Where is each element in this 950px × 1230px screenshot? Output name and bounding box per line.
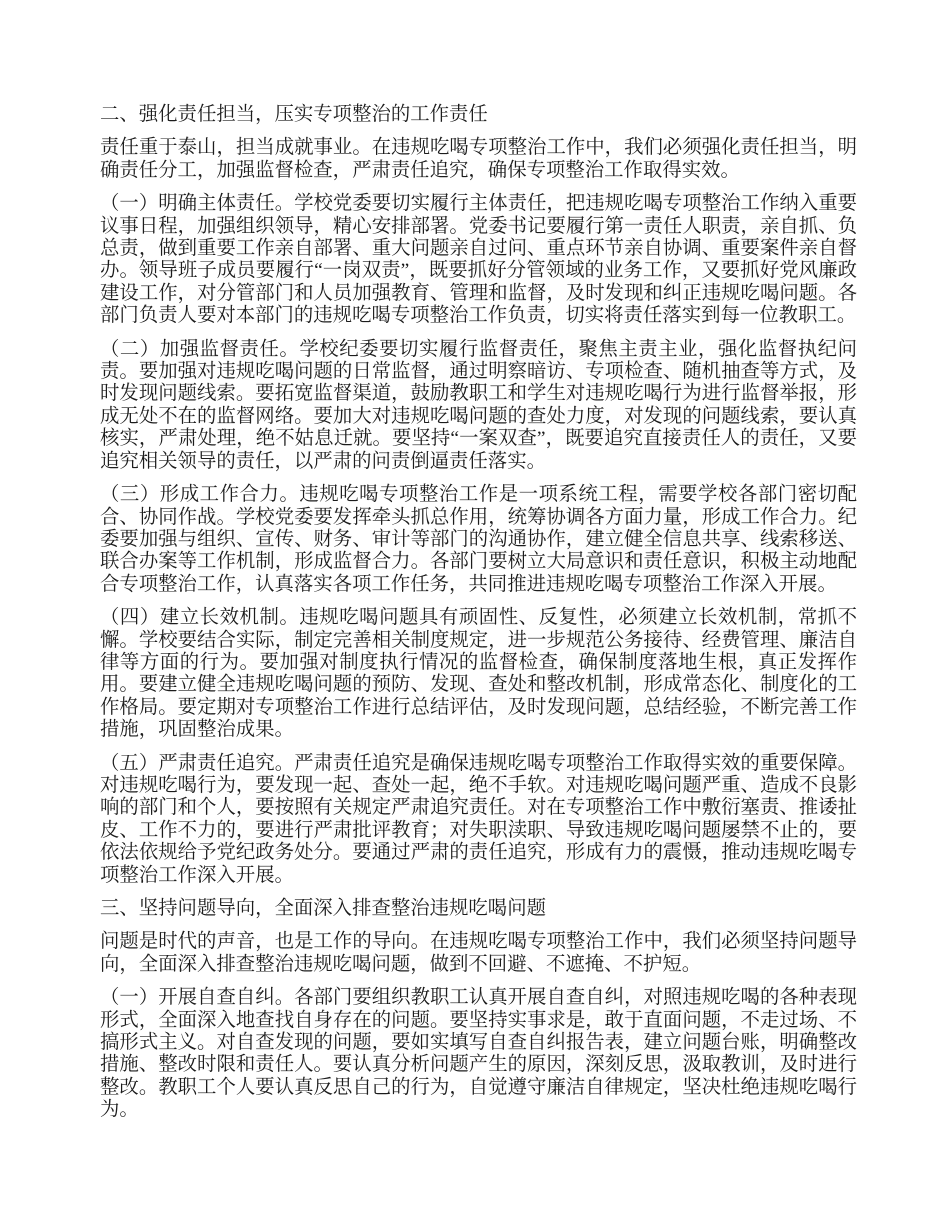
section-heading-3: 三、坚持问题导向，全面深入排查整治违规吃喝问题 bbox=[100, 898, 546, 919]
paragraph-self-inspection: （一）开展自查自纠。各部门要组织教职工认真开展自查自纠，对照违规吃喝的各种表现形式，全面深入地查找自身存在的问题。要坚持实事求是，敢于直面问题，不走过场、不搞形式主义。对自查发现的问题，要如实填写自查自纠报告表，建立问题台账，明确整改措施、整改时限和责任人。要认真分析问题产生的原因，深刻反思，汲取教训，及时进行整改。教职工个人要认真反思自己的行为，自觉遵守廉洁自律规定，坚决杜绝违规吃喝行为。 bbox=[100, 987, 857, 1121]
paragraph-main-responsibility: （一）明确主体责任。学校党委要切实履行主体责任，把违规吃喝专项整治工作纳入重要议事日程，加强组织领导，精心安排部署。党委书记要履行第一责任人职责，亲自抓、负总责，做到重要工作亲自部署、重大问题亲自过问、重点环节亲自协调、重要案件亲自督办。领导班子成员要履行“一岗双责”，既要抓好分管领域的业务工作，又要抓好党风廉政建设工作，对分管部门和人员加强教育、管理和监督，及时发现和纠正违规吃喝问题。各部门负责人要对本部门的违规吃喝专项整治工作负责，切实将责任落实到每一位教职工。 bbox=[100, 193, 857, 327]
paragraph-problem-orientation-intro: 问题是时代的声音，也是工作的导向。在违规吃喝专项整治工作中，我们必须坚持问题导向，全面深入排查整治违规吃喝问题，做到不回避、不遮掩、不护短。 bbox=[100, 931, 857, 975]
paragraph-long-term-mechanism: （四）建立长效机制。违规吃喝问题具有顽固性、反复性，必须建立长效机制，常抓不懈。学校要结合实际，制定完善相关制度规定，进一步规范公务接待、经费管理、廉洁自律等方面的行为。要加强对制度执行情况的监督检查，确保制度落地生根，真正发挥作用。要建立健全违规吃喝问题的预防、发现、查处和整改机制，形成常态化、制度化的工作格局。要定期对专项整治工作进行总结评估，及时发现问题，总结经验，不断完善工作措施，巩固整治成果。 bbox=[100, 607, 857, 741]
paragraph-strict-accountability: （五）严肃责任追究。严肃责任追究是确保违规吃喝专项整治工作取得实效的重要保障。对违规吃喝行为，要发现一起、查处一起，绝不手软。对违规吃喝问题严重、造成不良影响的部门和个人，要按照有关规定严肃追究责任。对在专项整治工作中敷衍塞责、推诿扯皮、工作不力的，要进行严肃批评教育；对失职渎职、导致违规吃喝问题屡禁不止的，要依法依规给予党纪政务处分。要通过严肃的责任追究，形成有力的震慑，推动违规吃喝专项整治工作深入开展。 bbox=[100, 752, 857, 886]
paragraph-responsibility-intro: 责任重于泰山，担当成就事业。在违规吃喝专项整治工作中，我们必须强化责任担当，明确责任分工，加强监督检查，严肃责任追究，确保专项整治工作取得实效。 bbox=[100, 137, 857, 181]
section-heading-2: 二、强化责任担当，压实专项整治的工作责任 bbox=[100, 104, 488, 125]
paragraph-supervision-responsibility: （二）加强监督责任。学校纪委要切实履行监督责任，聚焦主责主业，强化监督执纪问责。要加强对违规吃喝问题的日常监督，通过明察暗访、专项检查、随机抽查等方式，及时发现问题线索。要拓宽监督渠道，鼓励教职工和学生对违规吃喝行为进行监督举报，形成无处不在的监督网络。要加大对违规吃喝问题的查处力度，对发现的问题线索，要认真核实，严肃处理，绝不姑息迁就。要坚持“一案双查”，既要追究直接责任人的责任，又要追究相关领导的责任，以严肃的问责倒逼责任落实。 bbox=[100, 338, 857, 472]
paragraph-joint-effort: （三）形成工作合力。违规吃喝专项整治工作是一项系统工程，需要学校各部门密切配合、协同作战。学校党委要发挥牵头抓总作用，统筹协调各方面力量，形成工作合力。纪委要加强与组织、宣传、财务、审计等部门的沟通协作，建立健全信息共享、线索移送、联合办案等工作机制，形成监督合力。各部门要树立大局意识和责任意识，积极主动地配合专项整治工作，认真落实各项工作任务，共同推进违规吃喝专项整治工作深入开展。 bbox=[100, 484, 857, 595]
